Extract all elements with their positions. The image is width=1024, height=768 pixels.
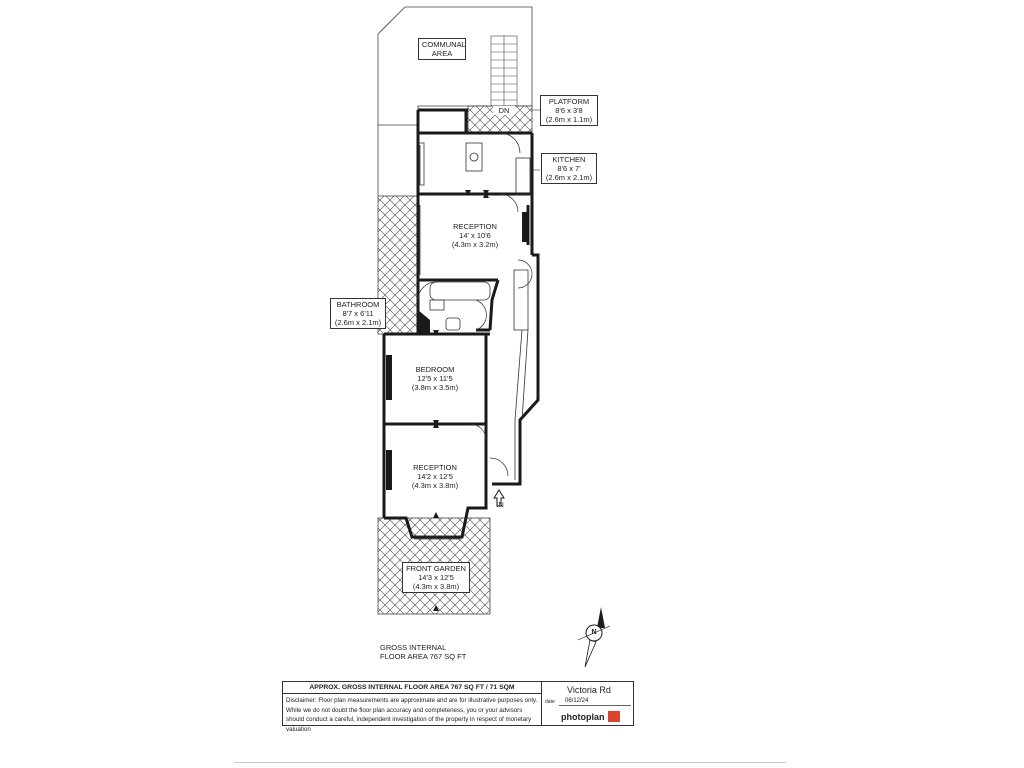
room-name: PLATFORM	[548, 97, 590, 106]
compass-icon	[578, 607, 610, 667]
room-imperial: 14'3 x 12'5	[418, 573, 454, 582]
bedroom-label	[400, 365, 470, 392]
chimney	[522, 212, 528, 242]
room-metric: (2.6m x 2.1m)	[545, 173, 593, 182]
room-name: BEDROOM	[415, 365, 455, 374]
compass-n-label: N	[591, 629, 597, 636]
room-imperial: 8'7 x 6'11	[342, 309, 374, 318]
room-name: FRONT GARDEN	[406, 564, 466, 573]
date-label: date	[545, 699, 555, 705]
reception-front-label	[400, 463, 470, 490]
brand-logo: photoplan	[561, 712, 605, 722]
room-name: RECEPTION	[413, 463, 457, 472]
communal-area-label: COMMUNAL AREA	[418, 38, 466, 60]
room-metric: (4.3m x 3.2m)	[451, 240, 499, 249]
dn-label: DN	[493, 106, 515, 115]
gross-line1: GROSS INTERNAL	[380, 643, 447, 652]
kitchen-label	[541, 153, 597, 184]
gross-line2: FLOOR AREA 767 SQ FT	[380, 652, 467, 661]
address: Victoria Rd	[567, 685, 611, 695]
date-value: 06/12/24	[565, 698, 589, 704]
info-box	[282, 681, 634, 733]
room-name: KITCHEN	[552, 155, 586, 164]
date-underline	[559, 705, 631, 706]
platform-label	[540, 95, 598, 126]
info-separator	[541, 682, 542, 725]
chimney	[386, 355, 392, 400]
front-garden-label	[402, 562, 470, 593]
chimney	[386, 450, 392, 490]
room-imperial: 14' x 10'6	[459, 231, 491, 240]
info-heading: APPROX. GROSS INTERNAL FLOOR AREA 767 SQ FT / 71 SQM	[283, 682, 541, 694]
room-imperial: 8'6 x 7'	[557, 164, 581, 173]
room-metric: (3.8m x 3.5m)	[411, 383, 459, 392]
brand-house-icon	[608, 711, 620, 722]
reception-rear-label	[440, 222, 510, 249]
in-label: IN	[496, 500, 504, 509]
chimney	[418, 310, 430, 334]
room-metric: (4.3m x 3.8m)	[412, 582, 460, 591]
room-imperial: 12'5 x 11'5	[417, 374, 453, 383]
bathroom-label	[330, 298, 386, 329]
gross-area-label	[380, 643, 466, 661]
room-metric: (2.6m x 1.1m)	[545, 115, 593, 124]
stairs	[491, 36, 517, 106]
page-rule	[234, 762, 786, 763]
room-imperial: 8'6 x 3'8	[555, 106, 583, 115]
room-imperial: 14'2 x 12'5	[417, 472, 453, 481]
room-name: RECEPTION	[453, 222, 497, 231]
room-metric: (4.3m x 3.8m)	[411, 481, 459, 490]
room-metric: (2.6m x 2.1m)	[334, 318, 382, 327]
room-name: BATHROOM	[336, 300, 380, 309]
disclaimer-text: Disclaimer: Floor plan measurements are approximate and are for illustrative purposes only. While we do not doubt the floor plan accuracy and completeness, you or your advisors should conduct a careful, independent investigation of the property in respect of monetary valuation	[286, 697, 538, 733]
